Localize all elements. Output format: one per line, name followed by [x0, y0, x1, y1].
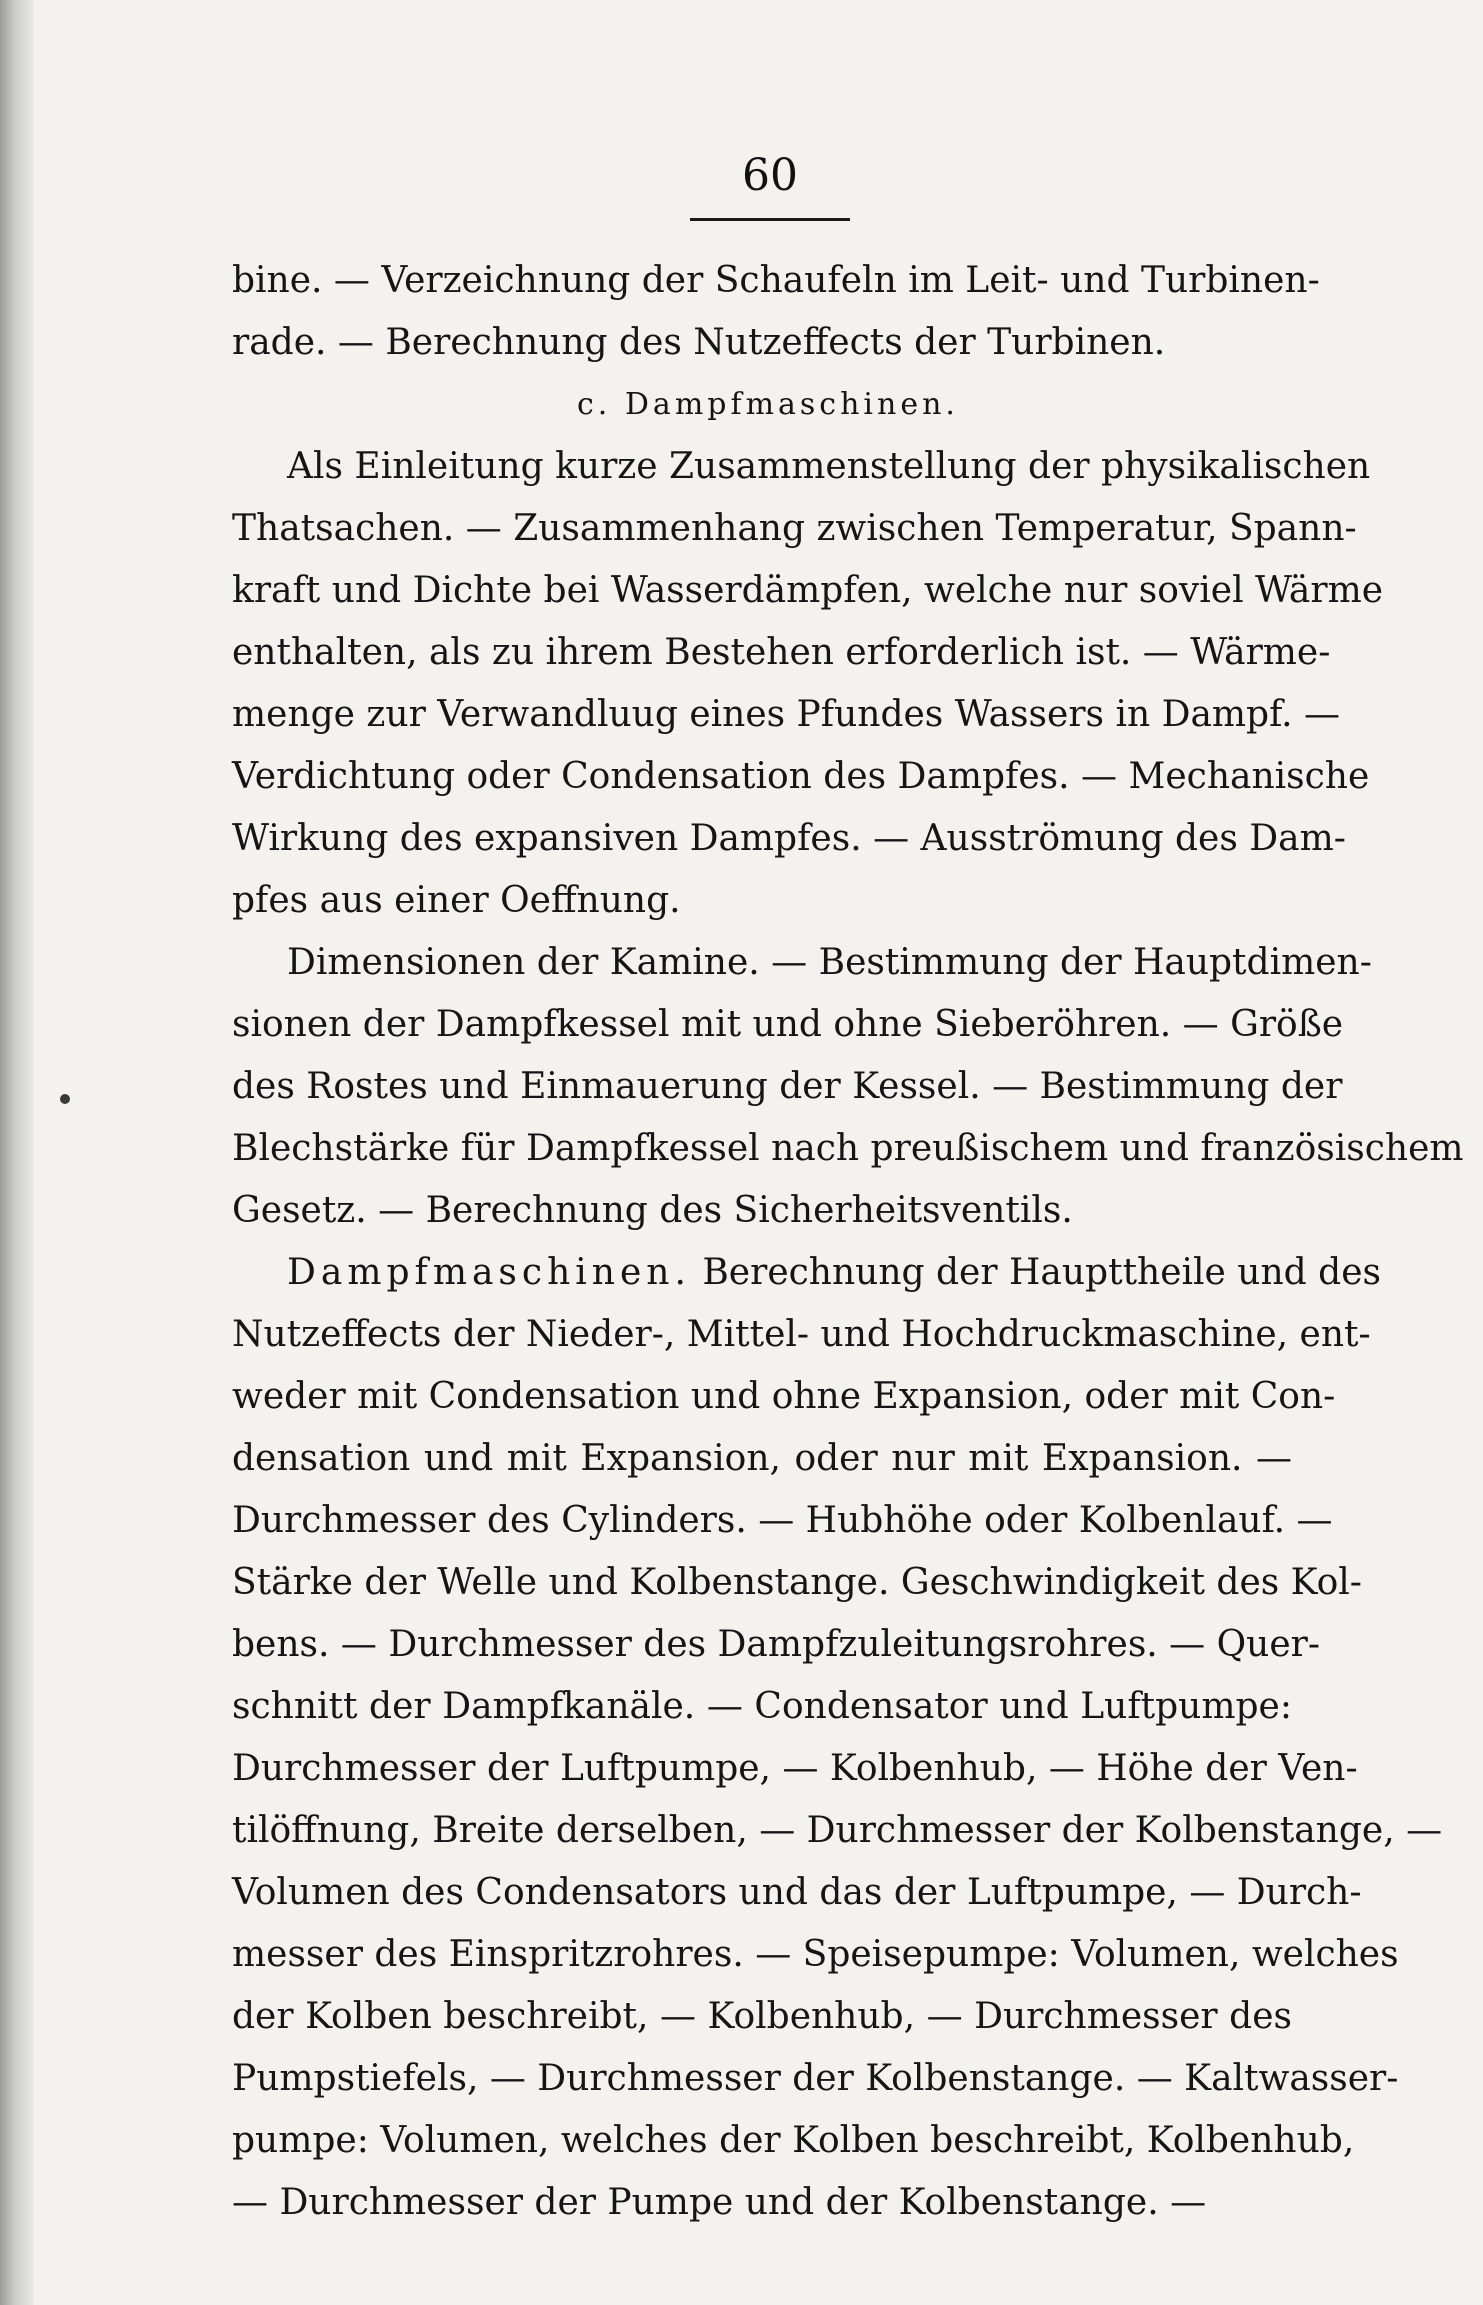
section-heading: c. Dampfmaschinen. — [577, 387, 959, 422]
binding-shadow — [0, 0, 34, 2305]
text-line: densation und mit Expansion, oder nur mit Expansion. — — [232, 1438, 1292, 1479]
text-line: schnitt der Dampfkanäle. — Condensator und Luftpumpe: — [232, 1686, 1292, 1727]
text-line: Durchmesser des Cylinders. — Hubhöhe oder Kolbenlauf. — — [232, 1500, 1333, 1541]
text-line: Thatsachen. — Zusammenhang zwischen Temperatur, Spann- — [232, 508, 1357, 549]
text-line: rade. — Berechnung des Nutzeffects der Turbinen. — [232, 322, 1166, 363]
text-line: Dimensionen der Kamine. — Bestimmung der Hauptdimen- — [287, 942, 1372, 983]
body-text — [232, 250, 1464, 2234]
text-line: — Durchmesser der Pumpe und der Kolbenstange. — — [232, 2182, 1207, 2223]
text-line: Gesetz. — Berechnung des Sicherheitsventils. — [232, 1190, 1073, 1231]
text-line: enthalten, als zu ihrem Bestehen erforderlich ist. — Wärme- — [232, 632, 1331, 673]
text-line: pfes aus einer Oeffnung. — [232, 880, 681, 921]
text-line: Stärke der Welle und Kolbenstange. Geschwindigkeit des Kol- — [232, 1562, 1362, 1603]
ink-speck — [60, 1094, 70, 1104]
text-line: messer des Einspritzrohres. — Speisepumpe: Volumen, welches — [232, 1934, 1399, 1975]
spaced-heading-word: Dampfmaschinen. — [287, 1252, 691, 1293]
text-line: tilöffnung, Breite derselben, — Durchmesser der Kolbenstange, — — [232, 1810, 1443, 1851]
text-line: der Kolben beschreibt, — Kolbenhub, — Durchmesser des — [232, 1996, 1292, 2037]
text-line — [232, 1242, 1381, 1304]
text-line: pumpe: Volumen, welches der Kolben beschreibt, Kolbenhub, — [232, 2120, 1355, 2161]
text-line: Verdichtung oder Condensation des Dampfes. — Mechanische — [232, 756, 1370, 797]
text-line: weder mit Condensation und ohne Expansion, oder mit Con- — [232, 1376, 1336, 1417]
text-line: bens. — Durchmesser des Dampfzuleitungsrohres. — Quer- — [232, 1624, 1320, 1665]
text-line: Blechstärke für Dampfkessel nach preußischem und französischem — [232, 1128, 1464, 1169]
text-line: menge zur Verwandluug eines Pfundes Wassers in Dampf. — — [232, 694, 1341, 735]
text-line: Als Einleitung kurze Zusammenstellung der physikalischen — [287, 446, 1371, 487]
text-line: Pumpstiefels, — Durchmesser der Kolbenstange. — Kaltwasser- — [232, 2058, 1399, 2099]
header-rule — [690, 218, 850, 221]
text-line: Wirkung des expansiven Dampfes. — Ausströmung des Dam- — [232, 818, 1346, 859]
page-number: 60 — [742, 150, 798, 201]
text-line: Durchmesser der Luftpumpe, — Kolbenhub, — Höhe der Ven- — [232, 1748, 1358, 1789]
text-line: sionen der Dampfkessel mit und ohne Sieberöhren. — Größe — [232, 1004, 1344, 1045]
text-line: kraft und Dichte bei Wasserdämpfen, welche nur soviel Wärme — [232, 570, 1384, 611]
text-line-rest: Berechnung der Haupttheile und des — [702, 1252, 1381, 1293]
text-line: Nutzeffects der Nieder-, Mittel- und Hochdruckmaschine, ent- — [232, 1314, 1371, 1355]
text-line: bine. — Verzeichnung der Schaufeln im Leit- und Turbinen- — [232, 260, 1320, 301]
text-line: Volumen des Condensators und das der Luftpumpe, — Durch- — [232, 1872, 1362, 1913]
text-line: des Rostes und Einmauerung der Kessel. — Bestimmung der — [232, 1066, 1343, 1107]
